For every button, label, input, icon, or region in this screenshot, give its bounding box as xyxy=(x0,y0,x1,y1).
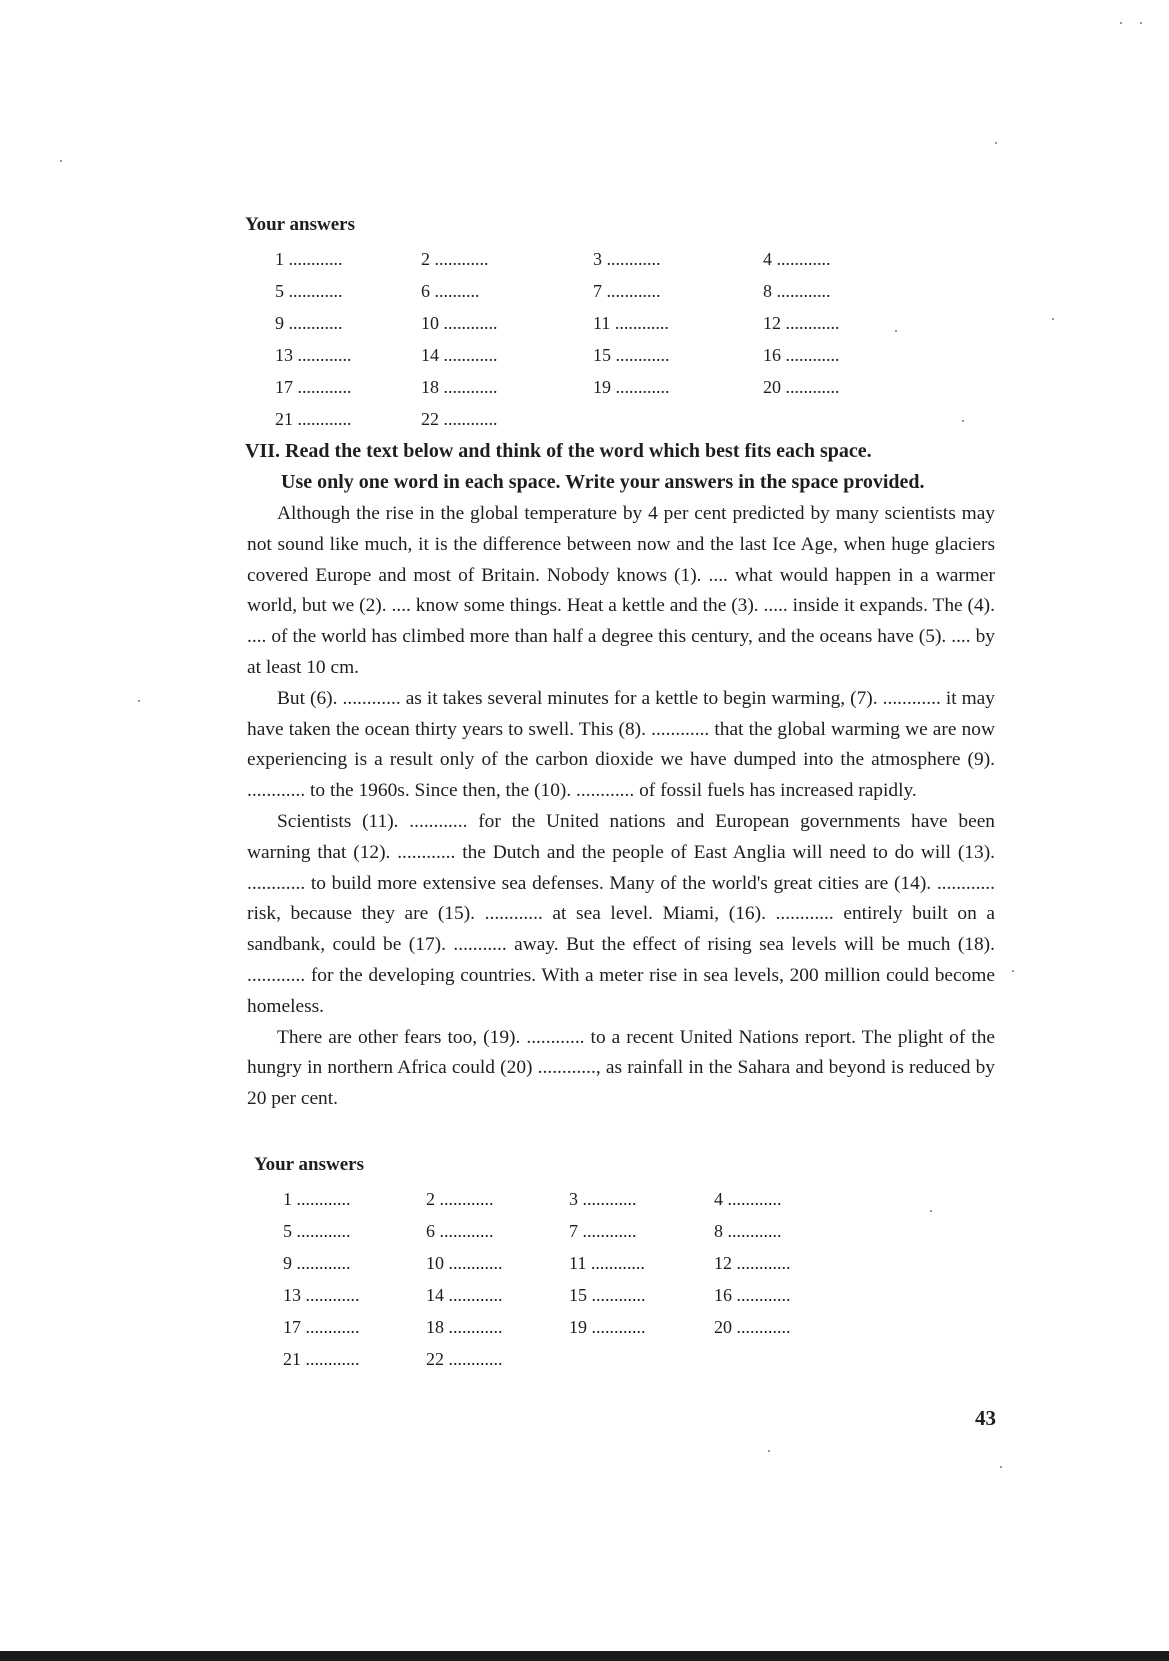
answer-slot-3: 3 ............ xyxy=(593,249,661,269)
passage-paragraph-2: But (6). ............ as it takes several minutes for a kettle to begin warming, (7). ............ it may have taken the ocean thirty years to swell. This (8). ............ that the global warming we are now experiencing is a result only of the carbon dioxide we have dumped into the atmosphere (9). ............ to the 1960s. Since then, the (10). ............ of fossil fuels has increased rapidly. xyxy=(247,687,995,802)
answer-slot-9: 9 ............ xyxy=(283,1253,351,1273)
scan-edge-bar xyxy=(0,1651,1169,1661)
answer-slot-19: 19 ............ xyxy=(593,377,670,397)
answer-slot-17: 17 ............ xyxy=(275,377,352,397)
answer-slot-1: 1 ............ xyxy=(275,249,343,269)
answer-slot-14: 14 ............ xyxy=(421,345,498,365)
answers-grid-bottom xyxy=(283,1183,834,1375)
answer-slot-2: 2 ............ xyxy=(426,1189,494,1209)
answer-slot-10: 10 ............ xyxy=(421,313,498,333)
answer-slot-19: 19 ............ xyxy=(569,1317,646,1337)
scan-speck xyxy=(1052,318,1054,320)
exercise-instruction-line2: Use only one word in each space. Write your answers in the space provided. xyxy=(281,471,925,493)
answer-slot-22: 22 ............ xyxy=(421,409,498,429)
answers-title-top: Your answers xyxy=(245,214,355,235)
answer-slot-5: 5 ............ xyxy=(275,281,343,301)
scan-speck xyxy=(1000,1466,1002,1468)
passage-paragraph-1: Although the rise in the global temperature by 4 per cent predicted by many scientists may not sound like much, it is the difference between now and the last Ice Age, when huge glaciers covered Europe and most of Britain. Nobody knows (1). .... what would happen in a warmer world, but we (2). .... know some things. Heat a kettle and the (3). ..... inside it expands. The (4). .... of the world has climbed more than half a degree this century, and the oceans have (5). .... by at least 10 cm. xyxy=(247,503,995,678)
answer-slot-6: 6 .......... xyxy=(421,281,480,301)
answer-slot-14: 14 ............ xyxy=(426,1285,503,1305)
answer-slot-4: 4 ............ xyxy=(763,249,831,269)
passage-paragraph-3: Scientists (11). ............ for the United nations and European governments have been warning that (12). ............ the Dutch and the people of East Anglia will need to do will (13). ............ to build more extensive sea defenses. Many of the world's great cities are (14). ............ risk, because they are (15). ............ at sea level. Miami, (16). ............ entirely built on a sandbank, could be (17). ........... away. But the effect of rising sea levels will be much (18). ............ for the developing countries. With a meter rise in sea levels, 200 million could become homeless. xyxy=(247,810,995,1017)
answer-slot-22: 22 ............ xyxy=(426,1349,503,1369)
page-number: 43 xyxy=(975,1406,996,1430)
answer-slot-16: 16 ............ xyxy=(714,1285,791,1305)
scan-speck xyxy=(1120,22,1122,24)
answer-slot-10: 10 ............ xyxy=(426,1253,503,1273)
answer-slot-7: 7 ............ xyxy=(569,1221,637,1241)
scan-speck xyxy=(768,1450,770,1452)
answer-slot-20: 20 ............ xyxy=(714,1317,791,1337)
answer-slot-8: 8 ............ xyxy=(714,1221,782,1241)
answer-slot-8: 8 ............ xyxy=(763,281,831,301)
answer-slot-7: 7 ............ xyxy=(593,281,661,301)
answer-slot-4: 4 ............ xyxy=(714,1189,782,1209)
answer-slot-20: 20 ............ xyxy=(763,377,840,397)
answers-title-bottom: Your answers xyxy=(254,1154,364,1175)
scan-speck xyxy=(60,160,62,162)
scan-speck xyxy=(995,142,997,144)
scan-speck xyxy=(895,330,897,332)
answer-slot-21: 21 ............ xyxy=(275,409,352,429)
answer-slot-21: 21 ............ xyxy=(283,1349,360,1369)
scan-speck xyxy=(1012,970,1014,972)
answer-slot-1: 1 ............ xyxy=(283,1189,351,1209)
answer-slot-18: 18 ............ xyxy=(421,377,498,397)
answer-slot-16: 16 ............ xyxy=(763,345,840,365)
scan-speck xyxy=(138,700,140,702)
answer-slot-6: 6 ............ xyxy=(426,1221,494,1241)
exercise-instruction-line1: VII. Read the text below and think of the word which best fits each space. xyxy=(245,440,872,462)
scan-speck xyxy=(962,420,964,422)
scan-speck xyxy=(930,1210,932,1212)
answer-slot-5: 5 ............ xyxy=(283,1221,351,1241)
answers-grid-top xyxy=(275,243,913,435)
answer-slot-12: 12 ............ xyxy=(763,313,840,333)
answer-slot-2: 2 ............ xyxy=(421,249,489,269)
answer-slot-18: 18 ............ xyxy=(426,1317,503,1337)
scan-speck xyxy=(1140,22,1142,24)
answer-slot-12: 12 ............ xyxy=(714,1253,791,1273)
answer-slot-15: 15 ............ xyxy=(569,1285,646,1305)
answer-slot-13: 13 ............ xyxy=(275,345,352,365)
passage-paragraph-4: There are other fears too, (19). ............ to a recent United Nations report. The plight of the hungry in northern Africa could (20) ............, as rainfall in the Sahara and beyond is reduced by 20 per cent. xyxy=(247,1026,995,1110)
answer-slot-17: 17 ............ xyxy=(283,1317,360,1337)
reading-passage xyxy=(247,499,995,1115)
answer-slot-9: 9 ............ xyxy=(275,313,343,333)
answer-slot-11: 11 ............ xyxy=(569,1253,645,1273)
answer-slot-13: 13 ............ xyxy=(283,1285,360,1305)
answer-slot-3: 3 ............ xyxy=(569,1189,637,1209)
answer-slot-11: 11 ............ xyxy=(593,313,669,333)
answer-slot-15: 15 ............ xyxy=(593,345,670,365)
